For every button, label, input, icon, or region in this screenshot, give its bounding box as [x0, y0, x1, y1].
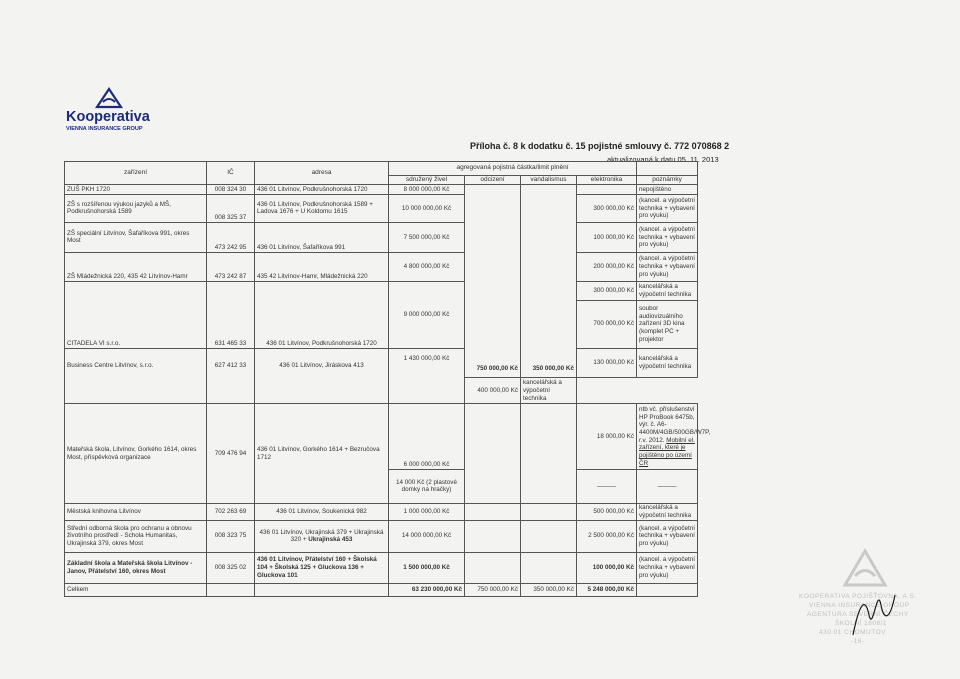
notes-cell: kancelářská a výpočetní technika [637, 282, 698, 301]
totals-blank [255, 584, 389, 597]
device-cell: Městská knihovna Litvínov [65, 503, 207, 520]
table-row [65, 521, 698, 553]
device-cell: ZUŠ PKH 1720 [65, 185, 207, 194]
joint-cell: 14 000 000,00 Kč [389, 521, 465, 553]
header-device: zařízení [65, 162, 207, 185]
address-cell: 436 01 Litvínov, Gorkého 1614 + Bezručova 1712 [255, 404, 389, 503]
electronics-cell: 400 000,00 Kč [465, 378, 521, 404]
ico-cell: 473 242 87 [207, 252, 255, 282]
device-cell: ZŠ s rozšířenou výukou jazyků a MŠ, Podkrušnohorská 1589 [65, 194, 207, 222]
joint-cell: 9 000 000,00 Kč [389, 282, 465, 348]
totals-electronics: 5 248 000,00 Kč [577, 584, 637, 597]
ico-cell: 702 263 69 [207, 503, 255, 520]
device-cell: Mateřská škola, Litvínov, Gorkého 1614, okres Most, příspěvková organizace [65, 404, 207, 503]
theft-cell [465, 521, 521, 553]
address-cell [255, 521, 389, 553]
totals-label: Celkem [65, 584, 207, 597]
header-blank [637, 162, 698, 176]
theft-cell [465, 503, 521, 520]
ico-cell: 008 324 30 [207, 185, 255, 194]
address-cell: 435 42 Litvínov-Hamr, Mládežnická 220 [255, 252, 389, 282]
header-address: adresa [255, 162, 389, 185]
totals-row [65, 584, 698, 597]
totals-theft: 750 000,00 Kč [465, 584, 521, 597]
notes-cell: (kancel. a výpočetní technika + vybavení pro výuku) [637, 521, 698, 553]
ico-cell: 008 323 75 [207, 521, 255, 553]
header-vandalism: vandalismus [521, 175, 577, 184]
electronics-cell: 300 000,00 Kč [577, 282, 637, 301]
header-notes: poznámky [637, 175, 698, 184]
stamp-line: KOOPERATIVA POJIŠŤOVNA, A.S. [799, 593, 917, 600]
joint-cell: 6 000 000,00 Kč [389, 404, 465, 470]
notes-cell: kancelářská a výpočetní technika [637, 348, 698, 378]
device-cell: Střední odborná škola pro ochranu a obnovu životního prostředí - Schola Humanitas, Ukrajinská 379, okres Most [65, 521, 207, 553]
joint-cell: 7 500 000,00 Kč [389, 223, 465, 253]
joint-extra-cell: 14 000 Kč (2 plastové domky na hračky) [389, 470, 465, 504]
show-through-text [719, 80, 745, 86]
stamp-line: -16- [851, 638, 865, 645]
header-electronics: elektronika [577, 175, 637, 184]
address-cell: 436 01 Litvínov, Podkrušnohorská 1720 [255, 185, 389, 194]
header-aggregate: agregovaná pojistná částka/limit plnění [389, 162, 637, 176]
theft-cell [465, 552, 521, 584]
logo-name: Kooperativa [66, 109, 150, 125]
address-cell: 436 01 Litvínov, Podkrušnohorská 1720 [255, 282, 389, 348]
table-row [65, 223, 698, 253]
notes-dash-cell: ——— [637, 470, 698, 504]
notes-cell: kancelářská a výpočetní technika [521, 378, 577, 404]
table-row [65, 404, 698, 470]
totals-vandalism: 350 000,00 Kč [521, 584, 577, 597]
ico-cell: 008 325 37 [207, 194, 255, 222]
electronics-cell: 100 000,00 Kč [577, 223, 637, 253]
device-cell: CITADELA VI s.r.o. [65, 282, 207, 348]
joint-cell: 4 800 000,00 Kč [389, 252, 465, 282]
vandalism-shared-cell: 350 000,00 Kč [521, 185, 577, 378]
electronics-cell: 18 000,00 Kč [577, 404, 637, 470]
vandalism-cell [521, 552, 577, 584]
stamp-line: 430 01 CHOMUTOV [819, 629, 886, 636]
address-text: 436 01 Litvínov, Ukrajinská 379 + Ukrajinská 320 + [259, 528, 384, 544]
electronics-cell: 2 500 000,00 Kč [577, 521, 637, 553]
joint-cell: 1 000 000,00 Kč [389, 503, 465, 520]
vandalism-cell [521, 503, 577, 520]
totals-blank [207, 584, 255, 597]
notes-cell: (kancel. a výpočetní technika + vybavení pro výuku) [637, 252, 698, 282]
totals-blank [637, 584, 698, 597]
updated-date: aktualizovaná k datu 05. 11. 2013 [607, 155, 719, 164]
notes-cell: soubor audiovizuálního zařízení 3D kina (komplet PC + projektor [637, 301, 698, 348]
electronics-cell [577, 185, 637, 194]
electronics-cell: 500 000,00 Kč [577, 503, 637, 520]
device-cell: ZŠ speciální Litvínov, Šafaříkova 991, okres Most [65, 223, 207, 253]
device-cell: ZŠ Mládežnická 220, 435 42 Litvínov-Hamr [65, 252, 207, 282]
table-row [65, 348, 698, 378]
header-theft: odcizení [465, 175, 521, 184]
table-row [65, 282, 698, 301]
electronics-cell: 300 000,00 Kč [577, 194, 637, 222]
joint-cell: 1 500 000,00 Kč [389, 552, 465, 584]
electronics-cell: 700 000,00 Kč [577, 301, 637, 348]
notes-cell: (kancel. a výpočetní technika + vybavení pro výuku) [637, 223, 698, 253]
table-row [65, 194, 698, 222]
joint-cell: 8 000 000,00 Kč [389, 185, 465, 194]
vandalism-cell [521, 521, 577, 553]
ico-cell: 631 465 33 [207, 282, 255, 348]
signature-icon [845, 575, 905, 645]
notes-cell: (kancel. a výpočetní technika + vybavení pro výuku) [637, 552, 698, 584]
stamp-line: ŠKOLNÍ 1808/1 [835, 620, 888, 627]
insured-devices-table [64, 161, 711, 597]
table-row [65, 552, 698, 584]
ico-cell: 473 242 95 [207, 223, 255, 253]
notes-cell: nepojištěno [637, 185, 698, 194]
stamp-line: AGENTURA SEVERNÍ ČECHY [807, 611, 909, 618]
vandalism-cell [521, 404, 577, 503]
theft-cell [465, 404, 521, 503]
header-row [65, 162, 698, 176]
notes-cell: kancelářská a výpočetní technika [637, 503, 698, 520]
electronics-cell: 130 000,00 Kč [577, 348, 637, 378]
agency-stamp [795, 555, 925, 655]
theft-shared-cell: 750 000,00 Kč [465, 185, 521, 378]
address-cell: 436 01 Litvínov, Soukenická 982 [255, 503, 389, 520]
address-bold-text: Ukrajinská 453 [308, 536, 353, 544]
device-cell: Business Centre Litvínov, s.r.o. [65, 348, 207, 404]
address-cell: 436 01 Litvínov, Jiráskova 413 [255, 348, 389, 404]
kooperativa-mark-icon [96, 88, 122, 108]
device-cell: Základní škola a Mateřská škola Litvínov - Janov, Přátelství 160, okres Most [65, 552, 207, 584]
ico-cell: 627 412 33 [207, 348, 255, 404]
notes-text: ntb vč. příslušenství HP ProBook 6475b, výr. č. A6-4400M/4GB/500GB/W7P, r.v. 2012. [639, 406, 711, 444]
ico-cell: 709 476 94 [207, 404, 255, 503]
annex-title: Příloha č. 8 k dodatku č. 15 pojistné smlouvy č. 772 070868 2 [470, 141, 730, 151]
header-ico: IČ [207, 162, 255, 185]
table-row [65, 252, 698, 282]
table-row [65, 503, 698, 520]
totals-joint: 63 230 000,00 Kč [389, 584, 465, 597]
ico-cell: 008 325 02 [207, 552, 255, 584]
address-cell: 436 01 Litvínov, Podkrušnohorská 1589 + Ladova 1676 + U Koldomu 1615 [255, 194, 389, 222]
logo-group: VIENNA INSURANCE GROUP [66, 126, 143, 132]
electronics-cell: 200 000,00 Kč [577, 252, 637, 282]
electronics-dash-cell: ——— [577, 470, 637, 504]
stamp-line: VIENNA INSURANCE GROUP [809, 602, 910, 609]
table-row [65, 185, 698, 194]
header-joint: sdružený živel [389, 175, 465, 184]
electronics-cell: 100 000,00 Kč [577, 552, 637, 584]
joint-cell: 1 430 000,00 Kč [389, 348, 465, 404]
joint-cell: 10 000 000,00 Kč [389, 194, 465, 222]
notes-mobile-device-note: Mobilní el. zařízení, které je pojištěno po území ČR [639, 436, 695, 467]
notes-cell: (kancel. a výpočetní technika + vybavení pro výuku) [637, 194, 698, 222]
notes-cell [637, 404, 711, 470]
address-cell: 436 01 Litvínov, Přátelství 160 + Školská 104 + Školská 125 + Gluckova 136 + Gluckova 101 [255, 552, 389, 584]
address-cell: 436 01 Litvínov, Šafaříkova 991 [255, 223, 389, 253]
